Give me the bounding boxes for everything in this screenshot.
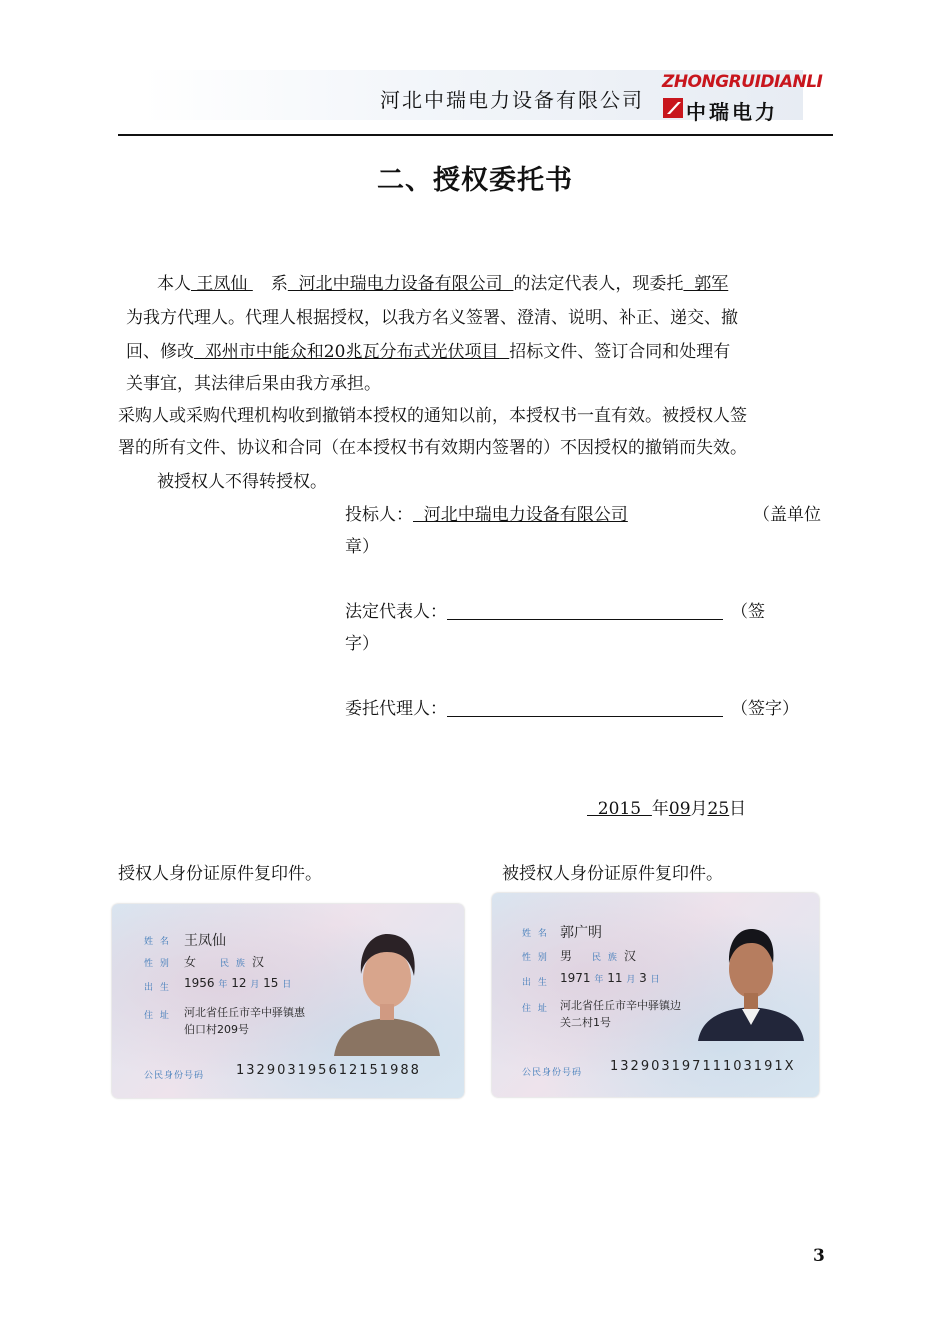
id-ethnicity: 汉: [624, 949, 637, 963]
bidder-note: （盖单位: [753, 505, 821, 525]
caption-principal-id: 授权人身份证原件复印件。: [118, 864, 322, 884]
bidder-value: 河北中瑞电力设备有限公司: [413, 505, 628, 525]
bidder-note-continued: 章）: [345, 537, 379, 557]
paragraph-1-line-3: [126, 340, 730, 364]
text-segment: 回、修改: [126, 342, 194, 362]
date-month-suffix: 月: [690, 799, 708, 819]
id-birth: [560, 971, 660, 985]
date-year-suffix: 年: [651, 799, 669, 819]
legal-rep-note: （签: [731, 602, 765, 622]
date-year: 2015: [587, 799, 652, 819]
date-day-suffix: 日: [729, 799, 747, 819]
id-label-address: 住 址: [522, 1004, 549, 1014]
text-segment: 系: [270, 274, 288, 294]
id-label-number: 公民身份号码: [522, 1068, 583, 1078]
id-label-ethnicity: 民 族: [592, 953, 619, 963]
principal-name: 王凤仙: [191, 274, 253, 294]
id-birth-month: 12: [231, 976, 247, 990]
agent-signature-field[interactable]: [447, 699, 723, 717]
id-name: 王凤仙: [184, 933, 226, 949]
id-label-day: 日: [282, 980, 292, 990]
date-day: 25: [707, 799, 730, 819]
company-name-field: 河北中瑞电力设备有限公司: [287, 274, 514, 294]
id-address: [560, 997, 681, 1031]
project-name: 邓州市中能众和20兆瓦分布式光伏项目: [194, 342, 510, 362]
page-number: 3: [813, 1246, 825, 1266]
bidder-label: 投标人：: [345, 505, 413, 525]
id-address: [184, 1004, 305, 1038]
paragraph-2-line-2: 署的所有文件、协议和合同（在本授权书有效期内签署的）不因授权的撤销而失效。: [118, 438, 747, 458]
legal-rep-line: [345, 600, 765, 624]
id-photo-portrait: [698, 919, 804, 1041]
id-address-line-1: 河北省任丘市辛中驿镇惠: [184, 1006, 305, 1019]
paragraph-1-line-4: 关事宜，其法律后果由我方承担。: [126, 374, 381, 394]
id-card-principal: [112, 904, 464, 1098]
id-label-birth: 出 生: [144, 983, 171, 993]
id-birth-year: 1956: [184, 976, 215, 990]
agent-signature-line: [345, 697, 799, 721]
id-address-line-2: 关二村1号: [560, 1016, 611, 1029]
id-number: 132903195612151988: [236, 1063, 421, 1078]
id-label-month: 月: [626, 975, 636, 985]
paragraph-1-line-1: [157, 272, 728, 296]
id-birth-day: 3: [639, 971, 647, 985]
id-label-name: 姓 名: [522, 929, 549, 939]
id-birth-day: 15: [263, 976, 279, 990]
id-birth-year: 1971: [560, 971, 591, 985]
id-label-year: 年: [218, 980, 228, 990]
bidder-line: [345, 503, 821, 527]
paragraph-2-line-1: 采购人或采购代理机构收到撤销本授权的通知以前，本授权书一直有效。被授权人签: [118, 406, 747, 426]
bidder-field[interactable]: [413, 503, 745, 527]
text-segment: 本人: [157, 274, 191, 294]
id-ethnicity: 汉: [252, 955, 265, 969]
id-address-line-1: 河北省任丘市辛中驿镇边: [560, 999, 681, 1012]
logo-roman-text: ZHONGRUIDIANLI: [662, 72, 823, 92]
id-sex: 女: [184, 955, 197, 969]
id-label-ethnicity: 民 族: [220, 959, 247, 969]
header-divider: [118, 134, 833, 136]
id-birth: [184, 976, 291, 990]
id-address-line-2: 伯口村209号: [184, 1023, 249, 1036]
logo-mark-icon: [663, 98, 683, 118]
agent-label: 委托代理人：: [345, 699, 447, 719]
id-label-name: 姓 名: [144, 937, 171, 947]
id-label-sex: 性 别: [522, 953, 549, 963]
paragraph-1-line-2: 为我方代理人。代理人根据授权，以我方名义签署、澄清、说明、补正、递交、撤: [126, 308, 738, 328]
id-label-day: 日: [650, 975, 660, 985]
agent-note: （签字）: [731, 699, 799, 719]
id-birth-month: 11: [607, 971, 623, 985]
id-label-month: 月: [250, 980, 260, 990]
text-segment: 的法定代表人，现委托: [513, 274, 684, 294]
document-title: 二、授权委托书: [377, 165, 573, 196]
id-photo-portrait: [334, 926, 440, 1056]
id-sex: 男: [560, 949, 573, 963]
text-segment: 招标文件、签订合同和处理有: [509, 342, 731, 362]
legal-rep-signature-field[interactable]: [447, 602, 723, 620]
legal-rep-note-continued: 字）: [345, 634, 379, 654]
agent-name: 郭军: [683, 274, 729, 294]
date-month: 09: [668, 799, 691, 819]
id-number: 13290319711103191X: [610, 1059, 796, 1074]
id-label-sex: 性 别: [144, 959, 171, 969]
id-card-agent: [492, 893, 819, 1097]
id-label-number: 公民身份号码: [144, 1071, 205, 1081]
id-label-address: 住 址: [144, 1011, 171, 1021]
logo-chinese-text: 中瑞电力: [686, 100, 778, 124]
legal-rep-label: 法定代表人：: [345, 602, 447, 622]
id-name: 郭广明: [560, 925, 602, 941]
id-label-birth: 出 生: [522, 978, 549, 988]
header-company-name: 河北中瑞电力设备有限公司: [380, 88, 644, 112]
id-label-year: 年: [594, 975, 604, 985]
document-date: [587, 797, 746, 821]
paragraph-3: 被授权人不得转授权。: [157, 472, 327, 492]
caption-agent-id: 被授权人身份证原件复印件。: [502, 864, 723, 884]
